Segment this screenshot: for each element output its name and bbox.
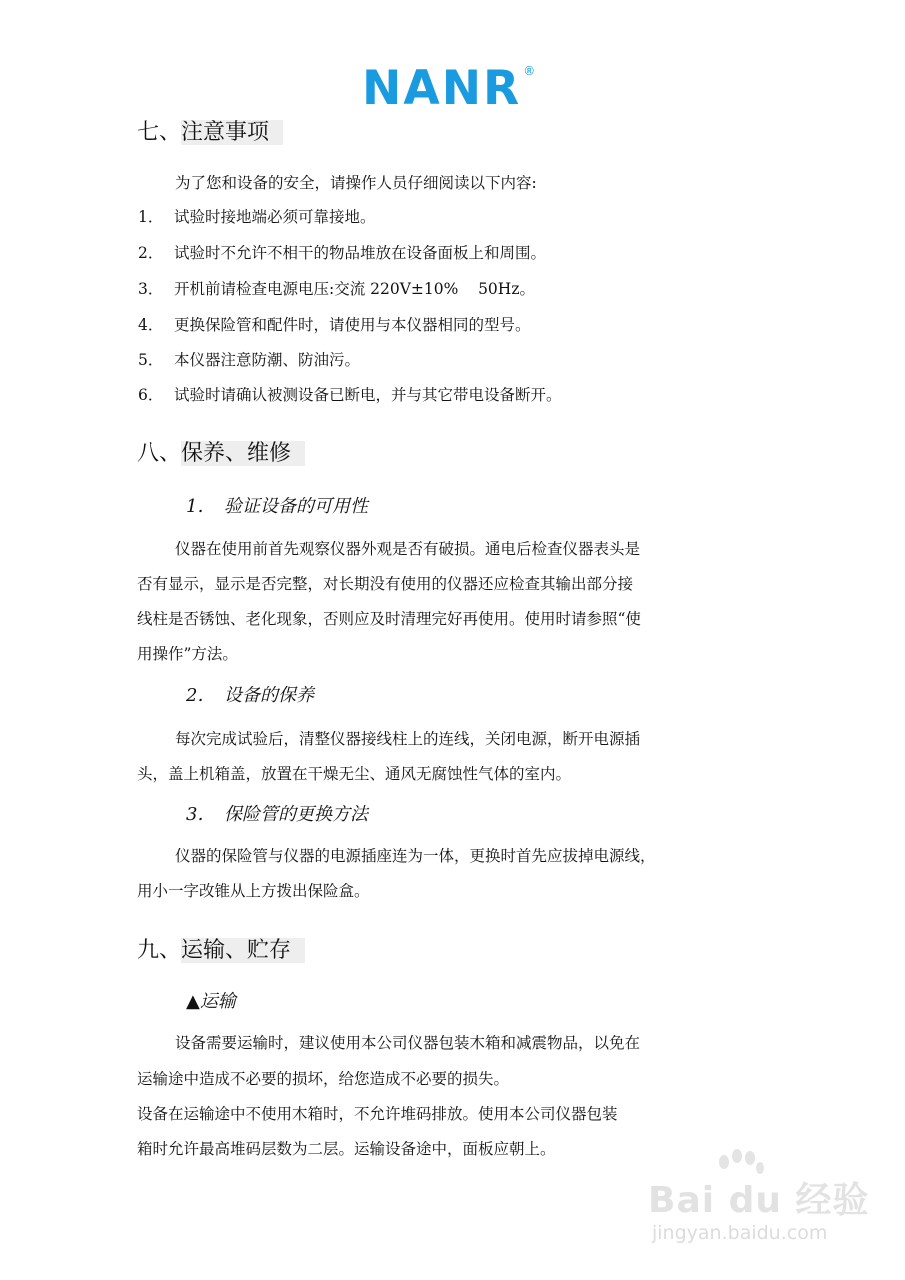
list-item: 3． 开机前请检查电源电压:交流 220V±10% 50Hz。 [138,280,535,298]
subsection-heading: 3． 保险管的更换方法 [186,804,368,825]
section-number: 九、 [137,938,182,963]
watermark-text: Bai du 经验 [648,1180,870,1221]
list-item: 1． 试验时接地端必须可靠接地。 [138,208,376,226]
section-title: 运输、贮存 [181,938,305,963]
list-item: 2． 试验时不允许不相干的物品堆放在设备面板上和周围。 [138,244,547,262]
subsection-heading: 1． 验证设备的可用性 [186,496,368,517]
section-heading-7 [137,118,283,148]
paragraph-line: 每次完成试验后，清整仪器接线柱上的连线，关闭电源，断开电源插 [175,730,641,748]
paragraph-line: 运输途中造成不必要的损坏，给您造成不必要的损失。 [137,1070,510,1088]
section-number: 八、 [137,441,182,466]
paragraph-line: 用操作”方法。 [137,645,238,663]
paragraph-line: 仪器的保险管与仪器的电源插座连为一体，更换时首先应拔掉电源线， [175,847,656,865]
paragraph-line: 设备需要运输时，建议使用本公司仪器包装木箱和减震物品，以免在 [175,1034,641,1052]
subsection-heading: ▲运输 [186,991,236,1012]
section-number: 七、 [137,120,182,145]
section-title: 注意事项 [181,120,283,145]
section-heading-8 [137,439,305,469]
section-intro: 为了您和设备的安全，请操作人员仔细阅读以下内容: [175,174,537,192]
section-title: 保养、维修 [181,441,305,466]
list-item: 5． 本仪器注意防潮、防油污。 [138,351,361,369]
section-heading-9 [137,936,305,966]
paragraph-line: 否有显示，显示是否完整，对长期没有使用的仪器还应检查其输出部分接 [137,575,634,593]
watermark-url: jingyan.baidu.com [652,1222,828,1244]
paragraph-line: 头，盖上机箱盖，放置在干燥无尘、通风无腐蚀性气体的室内。 [137,765,572,783]
logo-text: NANR [362,61,522,116]
paragraph-line: 设备在运输途中不使用木箱时，不允许堆码排放。使用本公司仪器包装 [137,1105,618,1123]
paragraph-line: 用小一字改锥从上方拨出保险盒。 [137,882,370,900]
paragraph-line: 线柱是否锈蚀、老化现象，否则应及时清理完好再使用。使用时请参照“使 [137,610,641,628]
subsection-heading: 2． 设备的保养 [186,685,314,706]
registered-mark: ® [523,64,536,78]
brand-logo [362,62,535,116]
list-item: 6． 试验时请确认被测设备已断电，并与其它带电设备断开。 [138,386,562,404]
list-item: 4． 更换保险管和配件时，请使用与本仪器相同的型号。 [138,316,531,334]
paragraph-line: 箱时允许最高堆码层数为二层。运输设备途中，面板应朝上。 [137,1140,556,1158]
paragraph-line: 仪器在使用前首先观察仪器外观是否有破损。通电后检查仪器表头是 [175,540,641,558]
